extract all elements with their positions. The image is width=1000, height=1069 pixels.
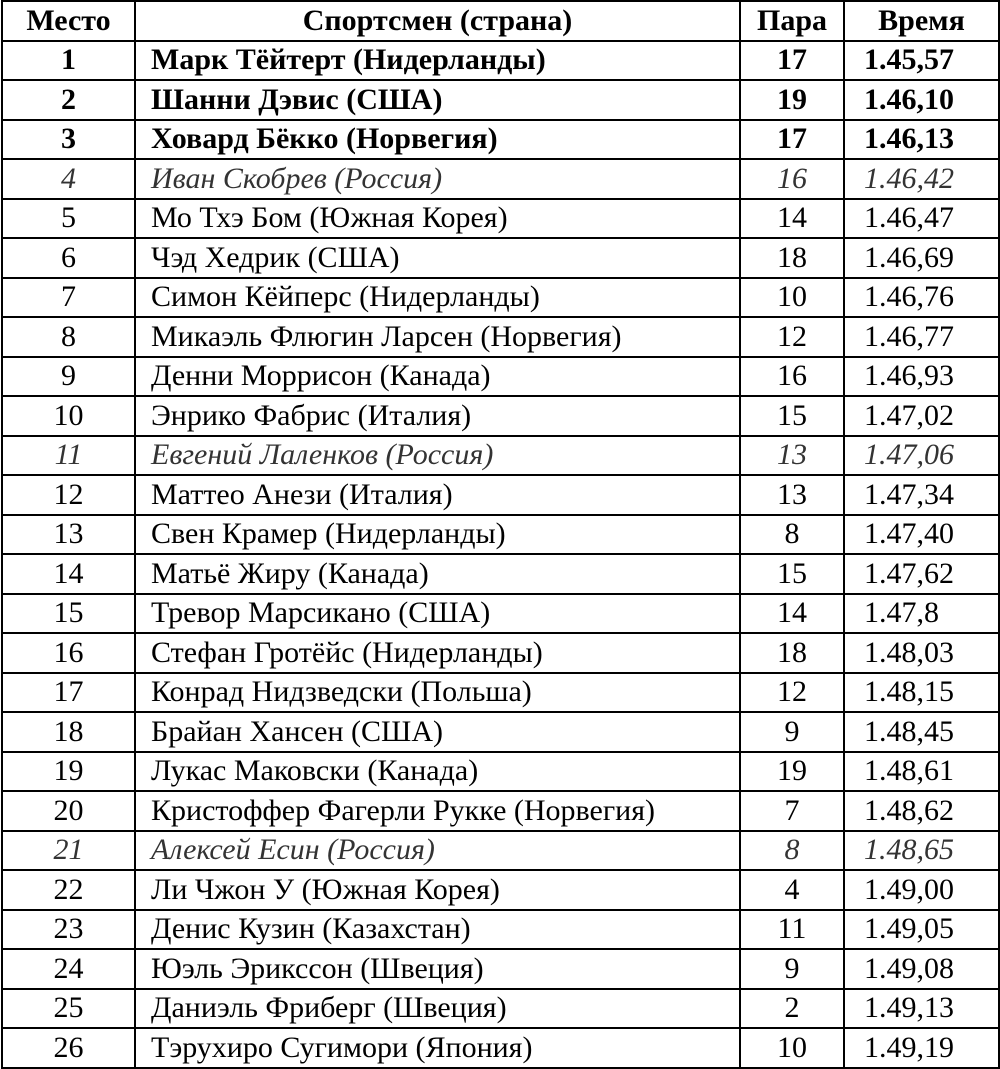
place-cell: 15 [2,594,135,634]
table-row [2,238,999,278]
table-row [2,199,999,239]
pair-cell: 10 [740,278,844,318]
athlete-cell: Шанни Дэвис (США) [135,80,740,120]
place-cell: 20 [2,791,135,831]
time-cell: 1.49,19 [844,1028,999,1068]
time-cell: 1.46,13 [844,120,999,160]
athlete-cell: Евгений Лаленков (Россия) [135,436,740,476]
table-row [2,554,999,594]
athlete-cell: Иван Скобрев (Россия) [135,159,740,199]
time-cell: 1.49,08 [844,949,999,989]
time-cell: 1.48,03 [844,633,999,673]
time-cell: 1.46,42 [844,159,999,199]
time-cell: 1.49,05 [844,910,999,950]
pair-cell: 13 [740,475,844,515]
place-cell: 9 [2,357,135,397]
pair-cell: 18 [740,633,844,673]
athlete-cell: Даниэль Фриберг (Швеция) [135,989,740,1029]
athlete-cell: Юэль Эрикссон (Швеция) [135,949,740,989]
place-cell: 21 [2,831,135,871]
table-row [2,633,999,673]
place-cell: 3 [2,120,135,160]
place-cell: 13 [2,515,135,555]
table-row [2,910,999,950]
table-row [2,712,999,752]
pair-cell: 14 [740,594,844,634]
time-cell: 1.46,69 [844,238,999,278]
time-cell: 1.46,10 [844,80,999,120]
athlete-cell: Марк Тёйтерт (Нидерланды) [135,41,740,81]
table-row [2,317,999,357]
athlete-cell: Кристоффер Фагерли Рукке (Норвегия) [135,791,740,831]
table-row [2,475,999,515]
pair-cell: 9 [740,949,844,989]
header-row [2,1,999,41]
pair-cell: 8 [740,831,844,871]
results-table-header [2,1,999,41]
athlete-cell: Алексей Есин (Россия) [135,831,740,871]
pair-cell: 13 [740,436,844,476]
athlete-cell: Ховард Бёкко (Норвегия) [135,120,740,160]
pair-cell: 11 [740,910,844,950]
place-column-header: Место [2,1,135,41]
pair-cell: 7 [740,791,844,831]
place-cell: 2 [2,80,135,120]
pair-cell: 10 [740,1028,844,1068]
athlete-cell: Мо Тхэ Бом (Южная Корея) [135,199,740,239]
time-cell: 1.49,00 [844,870,999,910]
place-cell: 8 [2,317,135,357]
athlete-cell: Ли Чжон У (Южная Корея) [135,870,740,910]
pair-cell: 14 [740,199,844,239]
place-cell: 25 [2,989,135,1029]
table-row [2,791,999,831]
pair-cell: 15 [740,396,844,436]
athlete-cell: Денни Моррисон (Канада) [135,357,740,397]
place-cell: 24 [2,949,135,989]
pair-cell: 9 [740,712,844,752]
pair-cell: 12 [740,673,844,713]
pair-cell: 19 [740,80,844,120]
results-table-body [2,41,999,1068]
time-cell: 1.47,8 [844,594,999,634]
time-cell: 1.48,65 [844,831,999,871]
pair-column-header: Пара [740,1,844,41]
athlete-cell: Лукас Маковски (Канада) [135,752,740,792]
time-cell: 1.45,57 [844,41,999,81]
athlete-cell: Чэд Хедрик (США) [135,238,740,278]
table-row [2,436,999,476]
pair-cell: 12 [740,317,844,357]
table-row [2,357,999,397]
place-cell: 23 [2,910,135,950]
table-row [2,752,999,792]
table-row [2,673,999,713]
athlete-cell: Энрико Фабрис (Италия) [135,396,740,436]
table-row [2,594,999,634]
table-row [2,278,999,318]
athlete-cell: Матьё Жиру (Канада) [135,554,740,594]
place-cell: 11 [2,436,135,476]
place-cell: 6 [2,238,135,278]
place-cell: 22 [2,870,135,910]
place-cell: 16 [2,633,135,673]
athlete-column-header: Спортсмен (страна) [135,1,740,41]
time-cell: 1.47,40 [844,515,999,555]
athlete-cell: Денис Кузин (Казахстан) [135,910,740,950]
athlete-cell: Симон Кёйперс (Нидерланды) [135,278,740,318]
place-cell: 5 [2,199,135,239]
athlete-cell: Микаэль Флюгин Ларсен (Норвегия) [135,317,740,357]
table-row [2,989,999,1029]
athlete-cell: Тревор Марсикано (США) [135,594,740,634]
table-row [2,515,999,555]
time-cell: 1.47,34 [844,475,999,515]
pair-cell: 16 [740,357,844,397]
time-cell: 1.48,61 [844,752,999,792]
pair-cell: 17 [740,120,844,160]
time-cell: 1.47,02 [844,396,999,436]
place-cell: 14 [2,554,135,594]
place-cell: 1 [2,41,135,81]
athlete-cell: Свен Крамер (Нидерланды) [135,515,740,555]
athlete-cell: Стефан Гротёйс (Нидерланды) [135,633,740,673]
time-cell: 1.47,62 [844,554,999,594]
place-cell: 18 [2,712,135,752]
table-row [2,831,999,871]
time-cell: 1.47,06 [844,436,999,476]
place-cell: 4 [2,159,135,199]
athlete-cell: Брайан Хансен (США) [135,712,740,752]
pair-cell: 8 [740,515,844,555]
time-cell: 1.49,13 [844,989,999,1029]
place-cell: 7 [2,278,135,318]
pair-cell: 15 [740,554,844,594]
athlete-cell: Маттео Анези (Италия) [135,475,740,515]
table-row [2,80,999,120]
place-cell: 10 [2,396,135,436]
pair-cell: 17 [740,41,844,81]
pair-cell: 4 [740,870,844,910]
time-cell: 1.46,47 [844,199,999,239]
place-cell: 26 [2,1028,135,1068]
pair-cell: 2 [740,989,844,1029]
time-cell: 1.48,15 [844,673,999,713]
time-cell: 1.46,93 [844,357,999,397]
table-row [2,396,999,436]
time-column-header: Время [844,1,999,41]
table-row [2,1028,999,1068]
table-row [2,949,999,989]
table-row [2,870,999,910]
pair-cell: 18 [740,238,844,278]
athlete-cell: Тэрухиро Сугимори (Япония) [135,1028,740,1068]
table-row [2,120,999,160]
pair-cell: 19 [740,752,844,792]
time-cell: 1.46,76 [844,278,999,318]
athlete-cell: Конрад Нидзведски (Польша) [135,673,740,713]
table-row [2,41,999,81]
time-cell: 1.48,45 [844,712,999,752]
table-row [2,159,999,199]
place-cell: 19 [2,752,135,792]
time-cell: 1.48,62 [844,791,999,831]
pair-cell: 16 [740,159,844,199]
place-cell: 17 [2,673,135,713]
results-table [1,0,1000,1069]
time-cell: 1.46,77 [844,317,999,357]
place-cell: 12 [2,475,135,515]
